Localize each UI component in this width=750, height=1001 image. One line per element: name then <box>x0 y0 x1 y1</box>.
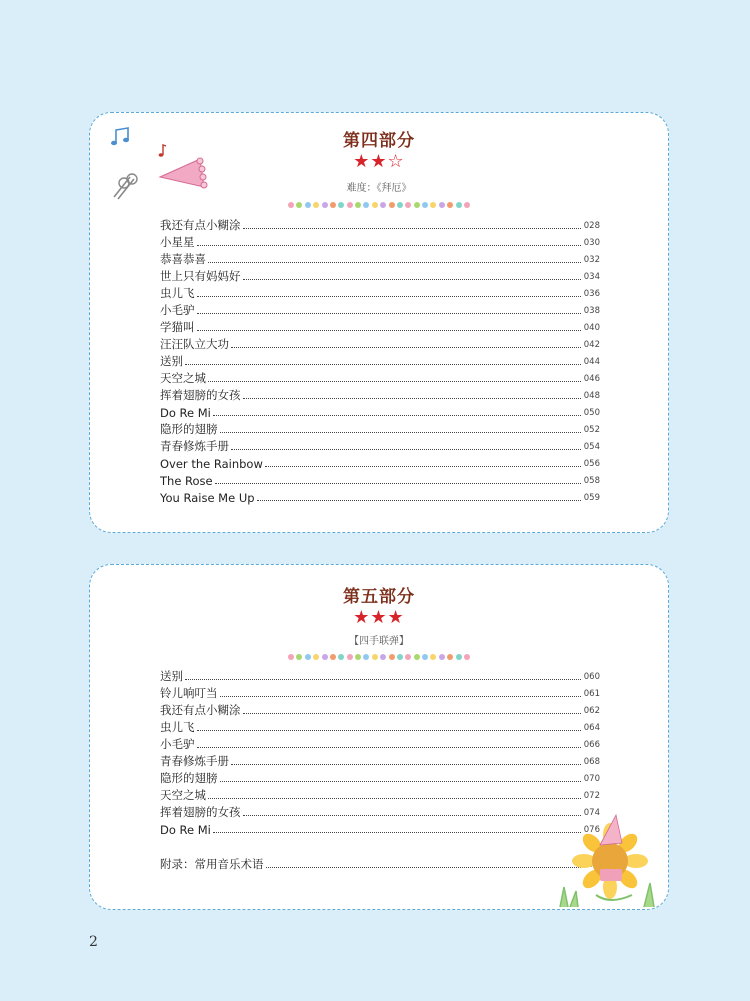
dot-leader <box>257 500 581 501</box>
toc-row[interactable] <box>160 803 600 820</box>
dot-leader <box>220 781 581 782</box>
dot <box>338 654 344 660</box>
toc-row[interactable] <box>160 420 600 437</box>
toc-row[interactable] <box>160 735 600 752</box>
toc-title: 小星星 <box>160 235 195 249</box>
toc-page: 044 <box>583 357 600 367</box>
toc-page: 058 <box>583 476 600 486</box>
dot <box>380 202 386 208</box>
toc-page: 054 <box>583 442 600 452</box>
toc-title: 虫儿飞 <box>160 286 195 300</box>
toc-page: 040 <box>583 323 600 333</box>
dot <box>414 654 420 660</box>
toc-row[interactable] <box>160 437 600 454</box>
dot-leader <box>197 313 581 314</box>
dot-leader <box>185 364 581 365</box>
toc-page: 042 <box>583 340 600 350</box>
dot-leader <box>197 330 581 331</box>
toc-title: Do Re Mi <box>160 823 211 837</box>
dot <box>405 202 411 208</box>
dot <box>397 202 403 208</box>
toc-row[interactable] <box>160 786 600 803</box>
dot-leader <box>208 798 581 799</box>
toc-page: 032 <box>583 255 600 265</box>
toc-page: 030 <box>583 238 600 248</box>
page-number: 2 <box>89 934 98 950</box>
toc-row[interactable] <box>160 667 600 684</box>
toc-page: 072 <box>583 791 600 801</box>
toc-row[interactable] <box>160 701 600 718</box>
toc-title: Over the Rainbow <box>160 457 263 471</box>
toc-page: 060 <box>583 672 600 682</box>
dot <box>296 202 302 208</box>
dot <box>422 654 428 660</box>
dot <box>405 654 411 660</box>
toc-title: 虫儿飞 <box>160 720 195 734</box>
dot <box>305 202 311 208</box>
toc-row[interactable] <box>160 820 600 837</box>
dot <box>447 202 453 208</box>
dot <box>288 654 294 660</box>
toc-title: 小毛驴 <box>160 303 195 317</box>
dot <box>347 654 353 660</box>
toc-title: 送别 <box>160 669 183 683</box>
toc-page: 034 <box>583 272 600 282</box>
toc-title: 世上只有妈妈好 <box>160 269 241 283</box>
toc-row[interactable] <box>160 684 600 701</box>
dot <box>439 202 445 208</box>
dot-leader <box>231 347 581 348</box>
toc-page: 074 <box>583 808 600 818</box>
toc-row[interactable] <box>160 369 600 386</box>
dot <box>414 202 420 208</box>
dot-leader <box>243 228 581 229</box>
toc-title: 青春修炼手册 <box>160 754 229 768</box>
dot-leader <box>197 296 581 297</box>
toc-row[interactable] <box>160 386 600 403</box>
dot-leader <box>197 730 581 731</box>
toc-row[interactable] <box>160 855 600 872</box>
dot <box>430 654 436 660</box>
toc-page: 061 <box>583 689 600 699</box>
toc-page: 068 <box>583 757 600 767</box>
toc-row[interactable] <box>160 335 600 352</box>
toc-row[interactable] <box>160 403 600 420</box>
toc-row[interactable] <box>160 718 600 735</box>
dot <box>456 654 462 660</box>
toc-title: The Rose <box>160 474 213 488</box>
dot <box>464 654 470 660</box>
dot <box>397 654 403 660</box>
dot-leader <box>243 713 581 714</box>
toc-page: 066 <box>583 740 600 750</box>
dot <box>380 654 386 660</box>
toc-row[interactable] <box>160 267 600 284</box>
dot <box>288 202 294 208</box>
part4-toc <box>160 216 600 505</box>
part5-toc <box>160 667 600 837</box>
toc-row[interactable] <box>160 488 600 505</box>
dot <box>456 202 462 208</box>
toc-title: Do Re Mi <box>160 406 211 420</box>
toc-row[interactable] <box>160 233 600 250</box>
toc-row[interactable] <box>160 752 600 769</box>
dot-leader <box>197 747 581 748</box>
toc-row[interactable] <box>160 284 600 301</box>
toc-title: 天空之城 <box>160 371 206 385</box>
toc-title: 我还有点小糊涂 <box>160 218 241 232</box>
toc-title: 天空之城 <box>160 788 206 802</box>
toc-title: 隐形的翅膀 <box>160 422 218 436</box>
part5-rating-stars: ★★★ <box>353 607 405 628</box>
toc-title: 附录：常用音乐术语 <box>160 857 264 871</box>
toc-title: 小毛驴 <box>160 737 195 751</box>
toc-row[interactable] <box>160 352 600 369</box>
part4-difficulty: 难度：《拜厄》 <box>346 183 412 194</box>
dot <box>464 202 470 208</box>
dot <box>389 654 395 660</box>
toc-row[interactable] <box>160 250 600 267</box>
dot-leader <box>197 245 581 246</box>
dot <box>430 202 436 208</box>
toc-page: 028 <box>583 221 600 231</box>
dot <box>363 654 369 660</box>
dot <box>313 202 319 208</box>
dot-leader <box>243 398 581 399</box>
dot <box>322 202 328 208</box>
toc-page: 056 <box>583 459 600 469</box>
dot <box>447 654 453 660</box>
dot <box>355 202 361 208</box>
dot <box>305 654 311 660</box>
toc-row[interactable] <box>160 471 600 488</box>
toc-title: 挥着翅膀的女孩 <box>160 388 241 402</box>
toc-row[interactable] <box>160 454 600 471</box>
part5-title: 第五部分 <box>343 587 415 607</box>
toc-page: 070 <box>583 774 600 784</box>
toc-page: 064 <box>583 723 600 733</box>
dot-leader <box>243 815 581 816</box>
toc-page: 059 <box>583 493 600 503</box>
dot-leader <box>231 764 581 765</box>
toc-row[interactable] <box>160 216 600 233</box>
dot-leader <box>231 449 581 450</box>
toc-page: 048 <box>583 391 600 401</box>
toc-title: 汪汪队立大功 <box>160 337 229 351</box>
toc-page: 046 <box>583 374 600 384</box>
toc-title: 送别 <box>160 354 183 368</box>
dot-leader <box>243 279 581 280</box>
dot-divider <box>90 202 668 210</box>
part5-panel <box>89 564 669 910</box>
dot-divider <box>90 654 668 662</box>
dot-leader <box>185 679 581 680</box>
toc-title: 铃儿响叮当 <box>160 686 218 700</box>
toc-title: 学猫叫 <box>160 320 195 334</box>
toc-row[interactable] <box>160 318 600 335</box>
toc-title: 我还有点小糊涂 <box>160 703 241 717</box>
dot-leader <box>213 415 581 416</box>
dot <box>372 654 378 660</box>
toc-row[interactable] <box>160 301 600 318</box>
dot <box>330 202 336 208</box>
toc-row[interactable] <box>160 769 600 786</box>
dot <box>439 654 445 660</box>
dot-leader <box>265 466 581 467</box>
dot <box>338 202 344 208</box>
dot <box>296 654 302 660</box>
dot <box>363 202 369 208</box>
dot-leader <box>220 696 581 697</box>
toc-page: 076 <box>583 825 600 835</box>
dot <box>347 202 353 208</box>
part4-rating-stars: ★★☆ <box>353 151 405 172</box>
dot-leader <box>220 432 581 433</box>
appendix-entry <box>160 855 600 872</box>
toc-page: 038 <box>583 306 600 316</box>
toc-title: 隐形的翅膀 <box>160 771 218 785</box>
dot-leader <box>213 832 581 833</box>
dot <box>372 202 378 208</box>
toc-title: 青春修炼手册 <box>160 439 229 453</box>
dot <box>389 202 395 208</box>
part4-panel <box>89 112 669 533</box>
dot-leader <box>208 262 581 263</box>
toc-title: You Raise Me Up <box>160 491 255 505</box>
part4-title: 第四部分 <box>343 131 415 151</box>
dot <box>313 654 319 660</box>
toc-page: 036 <box>583 289 600 299</box>
toc-page: 062 <box>583 706 600 716</box>
dot <box>330 654 336 660</box>
dot <box>422 202 428 208</box>
dot <box>355 654 361 660</box>
dot-leader <box>215 483 581 484</box>
part5-subtitle: 【四手联弹】 <box>349 636 409 647</box>
toc-page: 050 <box>583 408 600 418</box>
dot-leader <box>208 381 581 382</box>
toc-page: 052 <box>583 425 600 435</box>
toc-title: 恭喜恭喜 <box>160 252 206 266</box>
dot <box>322 654 328 660</box>
toc-title: 挥着翅膀的女孩 <box>160 805 241 819</box>
sunflower-illustration <box>540 809 666 909</box>
dot-leader <box>266 867 581 868</box>
